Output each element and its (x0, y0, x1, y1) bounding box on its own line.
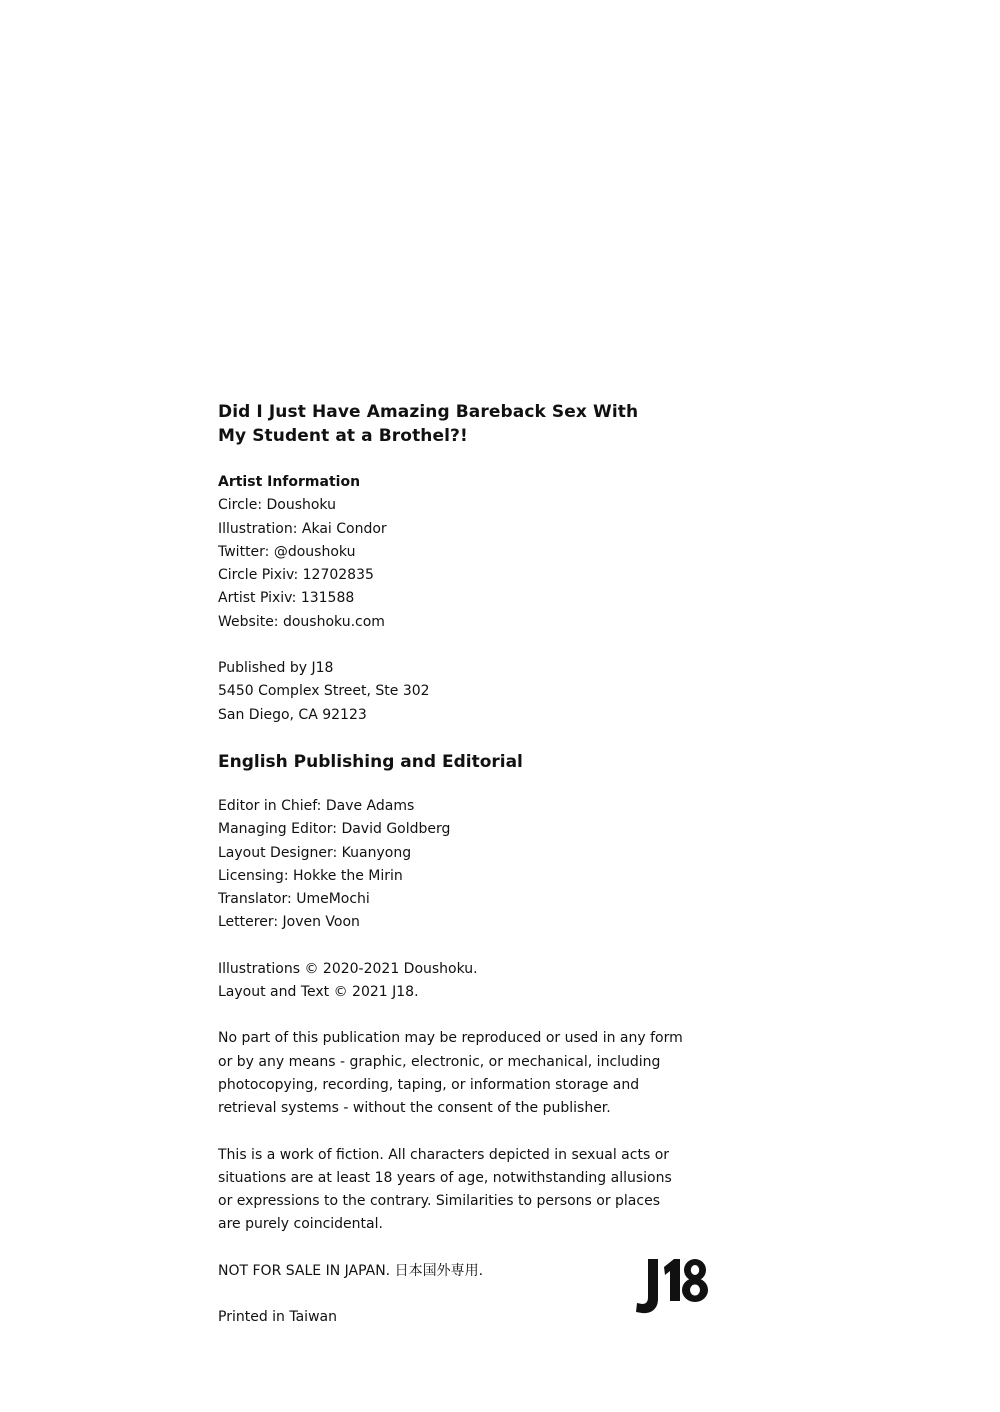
illustration-line: Illustration: Akai Condor (218, 520, 387, 537)
managing-editor-line: Managing Editor: David Goldberg (218, 821, 451, 838)
printed-section (218, 1306, 658, 1329)
rights-line: No part of this publication may be reproduced or used in any form (218, 1030, 683, 1047)
book-title (218, 400, 658, 448)
sale-notice-section (218, 1260, 658, 1283)
editorial-staff-list (218, 795, 658, 935)
letterer-line: Letterer: Joven Voon (218, 914, 360, 931)
fiction-line: or expressions to the contrary. Similarities to persons or places (218, 1193, 660, 1210)
editorial-heading: English Publishing and Editorial (218, 751, 523, 772)
fiction-line: This is a work of fiction. All characters depicted in sexual acts or (218, 1146, 670, 1163)
colophon-content (218, 400, 683, 1329)
website-line: Website: doushoku.com (218, 613, 385, 630)
publisher-address (218, 657, 658, 727)
layout-copyright-line: Layout and Text © 2021 J18. (218, 984, 419, 1001)
fiction-notice (218, 1144, 672, 1237)
fiction-line: are purely coincidental. (218, 1216, 383, 1233)
translator-line: Translator: UmeMochi (218, 891, 370, 908)
book-title-line-2: My Student at a Brothel?! (218, 426, 468, 446)
sale-notice: NOT FOR SALE IN JAPAN. 日本国外専用. (218, 1262, 484, 1279)
editor-in-chief-line: Editor in Chief: Dave Adams (218, 797, 415, 814)
twitter-line: Twitter: @doushoku (218, 543, 356, 560)
j18-logo-icon (634, 1255, 710, 1315)
circle-pixiv-line: Circle Pixiv: 12702835 (218, 567, 374, 584)
licensing-line: Licensing: Hokke the Mirin (218, 867, 403, 884)
copyright-notice (218, 958, 658, 1005)
publisher-name-line: Published by J18 (218, 660, 334, 677)
rights-notice (218, 1027, 683, 1120)
artist-information-section (218, 471, 658, 634)
logo-digit-1 (664, 1259, 680, 1301)
rights-line: or by any means - graphic, electronic, or mechanical, including (218, 1053, 661, 1070)
logo-digit-8 (682, 1259, 708, 1302)
illustrations-copyright-line: Illustrations © 2020-2021 Doushoku. (218, 960, 478, 977)
rights-line: photocopying, recording, taping, or information storage and (218, 1076, 640, 1093)
j18-logo-graphic (634, 1255, 710, 1315)
fiction-line: situations are at least 18 years of age, notwithstanding allusions (218, 1169, 672, 1186)
rights-line: retrieval systems - without the consent of the publisher. (218, 1100, 611, 1117)
publisher-street-line: 5450 Complex Street, Ste 302 (218, 683, 430, 700)
artist-pixiv-line: Artist Pixiv: 131588 (218, 590, 355, 607)
layout-designer-line: Layout Designer: Kuanyong (218, 844, 412, 861)
printed-in: Printed in Taiwan (218, 1309, 337, 1326)
artist-information-heading: Artist Information (218, 474, 361, 490)
circle-line: Circle: Doushoku (218, 497, 336, 514)
book-title-line-1: Did I Just Have Amazing Bareback Sex With (218, 402, 639, 422)
publisher-city-line: San Diego, CA 92123 (218, 706, 367, 723)
logo-letter-j (636, 1259, 658, 1313)
